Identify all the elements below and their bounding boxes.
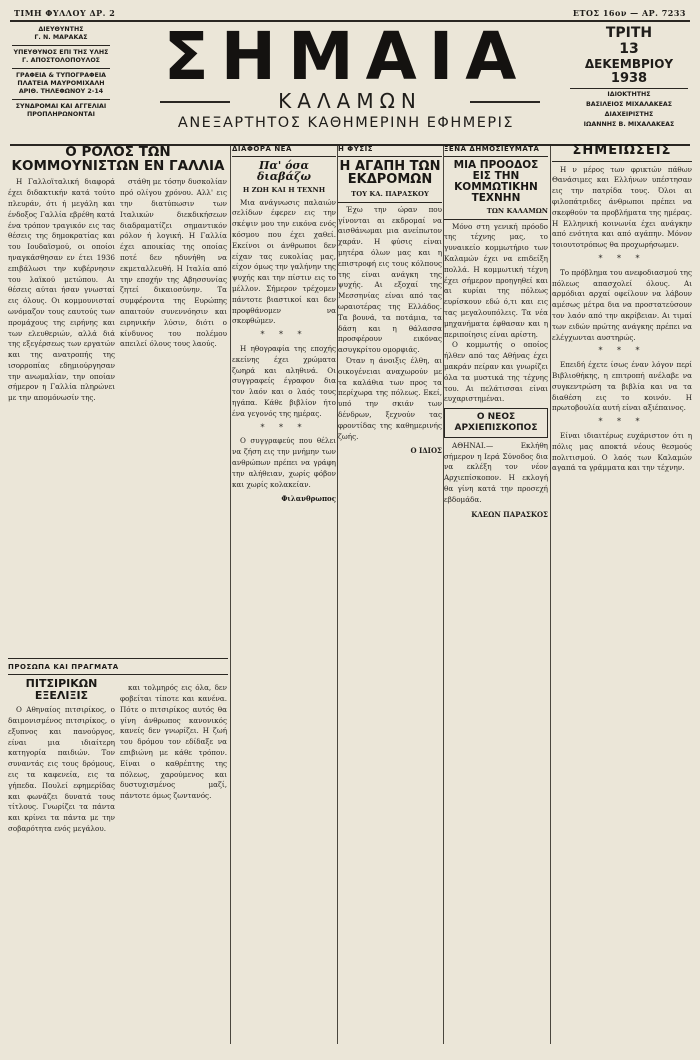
column-rule — [550, 146, 551, 1044]
separator-stars: * * * — [598, 346, 646, 356]
column-paragraph: Ο συγγραφεύς που θέλει να ζήση εις την μνήμην των ανθρώπων πρέπει να γράφη την αλήθειαν, χωρίς φόβον και χωρίς κολακείαν. — [232, 436, 336, 489]
column-fysis — [338, 144, 442, 1044]
lead-article-text-right — [120, 177, 227, 655]
issue-number: ΕΤΟΣ 16ον — ΑΡ. 7233 — [572, 8, 686, 18]
column-paragraph: Έχω την ώραν που γίνονται αι εκδρομαί να αισθάνωμαι μια ανείπωτον χαράν. Η φύσις είναι μητέρα όλων μας και η επιστροφή εις τους κόλπους της είναι ανάγκη της ψυχής. Αι εξοχαί της Μεσσηνίας είναι από τας ωραιοτέρας της Ελλάδος. Τα βουνά, τα ποτάμια, τα δάση και η θάλασσα προσφέρουν εικόνας ασυγκρίτου ομορφιάς. — [338, 204, 442, 355]
owner-label: ΙΔΙΟΚΤΗΤΗΣ — [607, 91, 651, 98]
newspaper-title: ΣΗΜΑΙΑ — [163, 18, 529, 95]
section-divider — [8, 658, 228, 659]
separator-stars: * * * — [260, 330, 308, 340]
column-kicker: Η ΖΩΗ ΚΑΙ Η ΤΕΧΝΗ — [242, 185, 326, 194]
lead-paragraph: Η Γαλλοϊταλική διαφορά έχει διδακτικήν κατά τούτο πλευράν, ότι ή μεγάλη και ένδοξος Γαλλία εβρέθη κατά ένα τρόπον τραγικόν εις τας θέσεις της δημοκρατίας και του Ιουδαϊσμού, οι οποίοι ηναγκάσθησαν εν έτει 1936 επιβάλωσι την κυβέρνησιν του λαϊκού μετώπου. Αι θέσεις αύται ήσαν γνωσταί εις όλους. Οι κομμουνισταί ωνόμαζον τους εαυτούς των προμάχους της ειρήνης και των ελευθεριών, αλλά διά της εξεγέρσεως των εργατών και της ανατροπής της ισορροπίας εδημιούργησαν την ανωμαλίαν, την οποίαν σήμερον η Γαλλία πληρώνει με την απομόνωσίν της. — [8, 177, 115, 403]
lead-headline: Ο ΡΟΛΟΣ ΤΩΝ ΚΟΜΜΟΥΝΙΣΤΩΝ ΕΝ ΓΑΛΛΙΑ — [11, 144, 225, 175]
column-byline: ΤΟΥ ΚΑ. ΠΑΡΑΣΚΟΥ — [338, 189, 442, 203]
column-simeioseis — [552, 144, 692, 1044]
column-paragraph: Μόνο στη γενική πρόοδο της τέχνης μας, το γυναικείο κομμωτήριο των Καλαμών έχει να επιδείξη πολλά. Η κομμωτική τέχνη έχει σήμερον προηγηθεί και αι κυρίαι της πόλεως ευρίσκουν εδώ ό,τι και εις τας μεγαλουπόλεις. Τα νέα μηχανήματα έφθασαν και η περιποίησις είναι αρίστη. — [444, 221, 548, 339]
column-diafora — [232, 144, 336, 1044]
newspaper-subtitle: ΚΑΛΑΜΩΝ — [160, 90, 540, 112]
separator-stars: * * * — [260, 422, 308, 432]
column-headline: ΜΙΑ ΠΡΟΟΔΟΣ ΕΙΣ ΤΗΝ ΚΟΜΜΩΤΙΚΗΝ ΤΕΧΝΗΝ — [453, 158, 539, 204]
lead-article-column — [8, 144, 228, 1044]
column-byline: ΤΩΝ ΚΑΛΑΜΩΝ — [444, 206, 548, 220]
column-headline: Πα' όσα διαβάζω — [257, 158, 311, 184]
manager-label: ΔΙΑΧΕΙΡΙΣΤΗΣ — [604, 111, 654, 118]
section-title: ΠΙΤΣΙΡΙΚΩΝ ΕΞΕΛΙΞΙΣ — [25, 677, 98, 702]
issue-date: 13 — [619, 41, 639, 57]
lead-article-text-left — [8, 177, 115, 655]
director-label: ΔΙΕΥΘΥΝΤΗΣ — [38, 26, 84, 33]
column-paragraph: Η ηθογραφία της εποχής εκείνης έχει χρώματα ζωηρά και αληθινά. Οι συγγραφείς έγραφον δια τον λαόν και ο λαός τους ηγάπα. Κάθε βιβλίον ήτο ένα γεγονός της ημέρας. — [232, 344, 336, 418]
separator-stars: * * * — [598, 417, 646, 427]
newspaper-slogan: ΑΝΕΞΑΡΤΗΤΟΣ ΚΑΘΗΜΕΡΙΝΗ ΕΦΗΜΕΡΙΣ — [177, 115, 515, 131]
offices-label: ΓΡΑΦΕΙΑ & ΤΥΠΟΓΡΑΦΕΙΑ — [15, 72, 107, 79]
section-rubric: ΠΡΟΣΩΠΑ ΚΑΙ ΠΡΑΓΜΑΤΑ — [8, 662, 228, 675]
news-box-headline: Ο ΝΕΟΣ ΑΡΧΙΕΠΙΣΚΟΠΟΣ — [444, 408, 548, 438]
section-paragraph-continued: και τολμηρός εις όλα, δεν φοβείται τίποτε και κανένα. Πότε ο πιτσιρίκος αυτός θα γίνη άνθρωπος κανονικός κανείς δεν γνωρίζει. Η ζωή του δρόμου τον εδίδαξε να επιβιώνη με κάθε τρόπον. Είναι ο καθρέπτης της πόλεως, χαρούμενος και δυστυχισμένος μαζί, πάντοτε όμως ζωντανός. — [120, 683, 227, 801]
column-rule — [230, 146, 231, 1044]
column-headline: ΣΗΜΕΙΩΣΕΙΣ — [552, 144, 692, 162]
offices-address: ΠΛΑΤΕΙΑ ΜΑΥΡΟΜΙΧΑΛΗ ΑΡΙΘ. ΤΗΛΕΦΩΝΟΥ 2-14 — [17, 80, 105, 95]
column-rubric: ΞΕΝΑ ΔΗΜΟΣΙΕΥΜΑΤΑ — [444, 144, 548, 157]
masthead-left-panel — [12, 25, 110, 124]
manager-name: ΙΩΑΝΝΗΣ Β. ΜΙΧΑΛΑΚΕΑΣ — [583, 121, 675, 128]
column-paragraph: Το πρόβλημα του ανεφοδιασμού της πόλεως απασχολεί όλους. Αι αρμόδιαι αρχαί οφείλουν να λάβουν αμέσως μέτρα δια να προστατεύσουν τον λαόν από την ακρίβειαν. Αι τιμαί των ειδών πρώτης ανάγκης πρέπει να ελέγχωνται αυστηρώς. — [552, 267, 692, 342]
director-name: Γ. Ν. ΜΑΡΑΚΑΣ — [34, 34, 88, 41]
editor-name: Γ. ΑΠΟΣΤΟΛΟΠΟΥΛΟΣ — [22, 57, 100, 64]
column-rubric: Η ΦΥΣΙΣ — [338, 144, 442, 157]
column-signature: Φιλανθρωπος — [281, 494, 336, 504]
column-signature: ΚΛΕΩΝ ΠΑΡΑΣΚΟΣ — [471, 509, 548, 519]
subscriptions-note: ΣΥΝΔΡΟΜΑΙ ΚΑΙ ΑΓΓΕΛΙΑΙ ΠΡΟΠΛΗΡΩΝΟΝΤΑΙ — [15, 103, 107, 118]
issue-day: ΤΡΙΤΗ — [605, 25, 653, 41]
separator-stars: * * * — [598, 254, 646, 264]
column-paragraph: Η ν μέρος των φρικτών πάθων Θανάσιμες και Ελλήνων υπέστησαν εις την πατρίδα τους. Όλοι αι φιλοπάτριδες άνθρωποι πρέπει να σκεφθούν τα προβλήματα της ημέρας. Η Ελληνική κοινωνία έχει ανάγκην από ενότητα και από αγάπην. Μόνον τοιουτοτρόπως θα προχωρήσωμεν. — [552, 164, 692, 250]
column-rubric: ΔΙΑΦΟΡΑ ΝΕΑ — [232, 144, 336, 157]
column-paragraph: Επειδή έχετε ίσως έναν λόγον περί Βιβλιοθήκης, η επιτροπή ανέλαβε να συγκεντρώση τα βιβλία και να τα διαθέση εις το κοινόν. Η πρωτοβουλία αυτή είναι αξιέπαινος. — [552, 360, 692, 413]
issue-price: ΤΙΜΗ ΦΥΛΛΟΥ ΔΡ. 2 — [14, 8, 116, 18]
news-box-paragraph: ΑΘΗΝΑΙ.— Εκλήθη σήμερον η Ιερά Σύνοδος δια να εκλέξη τον νέον Αρχιεπίσκοπον. Η εκλογή θα γίνη κατά την προσεχή εβδομάδα. — [444, 440, 548, 504]
column-xena — [444, 144, 548, 1044]
column-headline: Η ΑΓΑΠΗ ΤΩΝ ΕΚΔΡΟΜΩΝ — [339, 158, 441, 188]
section-paragraph: Ο Αθηναίος πιτσιρίκος, ο δαιμονισμένος πιτσιρίκος, ο εξυπνος και πανούργος, είναι μια ιδιαίτερη κατηγορία παιδιών. Τον συναντάς εις τους δρόμους, εις τα καφενεία, εις τα γήπεδα. Πουλεί εφημερίδας και φωνάζει δυνατά τους τίτλους. Γνωρίζει τα πάντα και κρίνει τα πάντα με την σοβαρότητα ενός μεγάλου. — [8, 705, 115, 833]
column-paragraph: Όταν η άνοιξις έλθη, αι οικογένειαι αναχωρούν με τα καλάθια των προς τα περίχωρα της πόλεως. Εκεί, υπό την σκιάν των δένδρων, ξεχνούν τας φροντίδας της καθημερινής ζωής. — [338, 356, 442, 441]
masthead-right-panel — [570, 25, 688, 129]
section-text-right — [120, 683, 227, 1044]
lead-paragraph-continued: στάθη με τόσην δυσκολίαν πρό ολίγου χρόνου. Αλλ' εις την διατύπωσιν των Ιταλικών διεκδικήσεων διαδραματίζει σημαντικόν ρόλον ή λογική. Η Γαλλία έχει αποικίας της οποίας ποτέ δεν ηδυνήθη να εκμεταλλευθή. Η Ιταλία από την εποχήν της Αβησσυνίας ζητεί δικαιοσύνην. Τα συμφέροντα της Ευρώπης απαιτούν συνεννόησιν και ειρηνικήν λύσιν, διότι ο κίνδυνος του πολέμου απειλεί όλους τους λαούς. — [120, 177, 227, 349]
masthead — [10, 20, 690, 146]
owner-name: ΒΑΣΙΛΕΙΟΣ ΜΙΧΑΛΑΚΕΑΣ — [585, 101, 673, 108]
editor-label: ΥΠΕΥΘΥΝΟΣ ΕΠΙ ΤΗΣ ΥΛΗΣ — [13, 49, 109, 56]
issue-month: ΔΕΚΕΜΒΡΙΟΥ — [584, 57, 674, 71]
section-text-left — [8, 705, 115, 1044]
column-signature: Ο ΙΔΙΟΣ — [410, 446, 442, 456]
column-paragraph: Ο κομμωτής ο οποίος ήλθεν από τας Αθήνας έχει μακράν πείραν και γνωρίζει όλα τα μυστικά της τέχνης του. Αι πελάτισσαι είναι ευχαριστημέναι. — [444, 340, 548, 404]
column-paragraph: Είναι ιδιαιτέρως ευχάριστον ότι η πόλις μας αποκτά νέους θεσμούς πολιτισμού. Ο λαός των Καλαμών αγαπά τα γράμματα και την τέχνην. — [552, 430, 692, 473]
column-paragraph: Μια ανάγνωσις παλαιών σελίδων έφερεν εις την σκέψιν μου την εικόνα ενός κόσμου που έχει χαθεί. Εκείνοι οι άνθρωποι δεν είχαν τας ευκολίας μας, είχον όμως την γαλήνην της ψυχής και την πίστιν εις το μέλλον. Σήμερον τρέχομεν πάντοτε βιαστικοί και δεν προφθάνομεν να σκεφθώμεν. — [232, 197, 336, 326]
issue-year: 1938 — [570, 71, 688, 89]
